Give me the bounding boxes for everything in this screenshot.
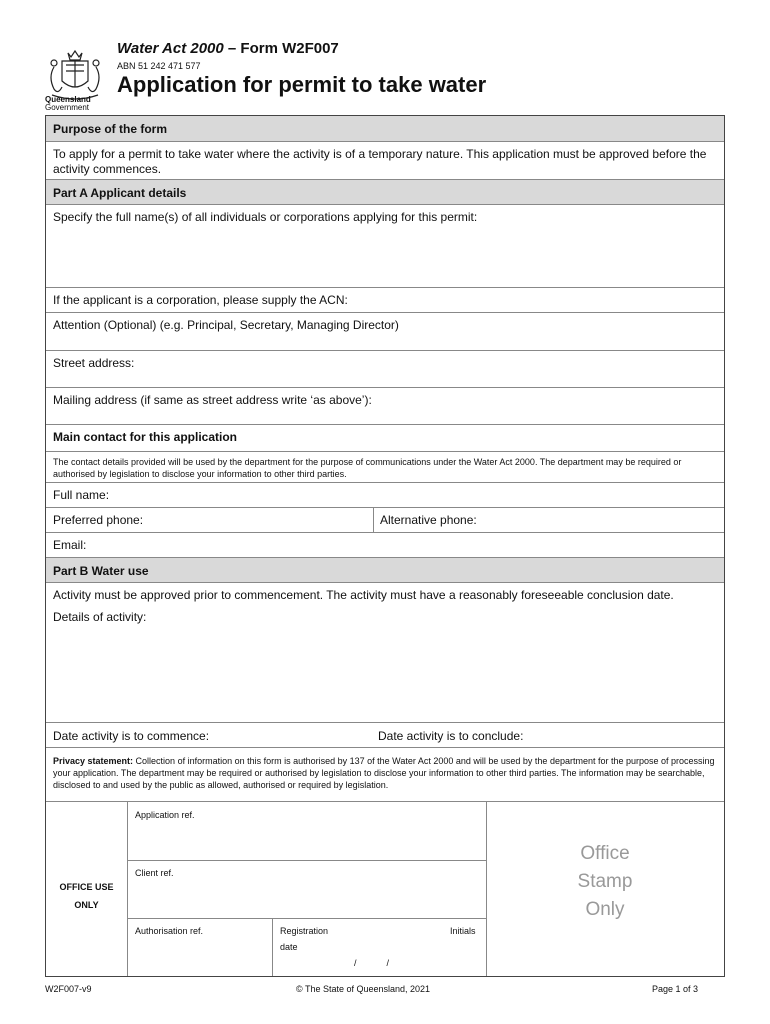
- full-name-label: Full name:: [53, 488, 110, 502]
- registration-label: Registration: [280, 926, 329, 936]
- contact-notice: The contact details provided will be used by the department for the purpose of communications under the Water Act 2000. The department may be required or authorised by legislation to disclose your information to other third parties.: [46, 452, 724, 483]
- crest-label-government: Government: [45, 103, 90, 112]
- purpose-heading: Purpose of the form: [46, 116, 724, 142]
- office-use-label: [46, 874, 127, 918]
- activity-dates-row[interactable]: [46, 723, 724, 748]
- email-label: Email:: [53, 538, 87, 552]
- footer-version: W2F007-v9: [45, 984, 92, 994]
- phone-row: [46, 508, 724, 533]
- act-name: Water Act 2000: [117, 40, 224, 57]
- office-stamp-placeholder: [486, 840, 724, 924]
- alternative-phone-label: Alternative phone:: [380, 513, 477, 527]
- street-address-label: Street address:: [53, 356, 135, 370]
- registration-date-slashes: / /: [354, 958, 390, 968]
- acn-field[interactable]: [46, 288, 724, 313]
- attention-field[interactable]: [46, 313, 724, 351]
- application-ref-label: Application ref.: [135, 810, 195, 820]
- acn-label: If the applicant is a corporation, please supply the ACN:: [53, 293, 348, 307]
- phone-divider: [373, 508, 374, 532]
- privacy-text: Collection of information on this form is authorised by 137 of the Water Act 2000 and will be used by the department for the purpose of processing your application. The department may be required or authorised by legislation to disclose your information to other third parties. The information may be searchable, disclosed to and used by the public as allowed, authorised or required by legislation.: [53, 756, 715, 790]
- activity-details-label: Details of activity:: [53, 610, 147, 624]
- application-form: [45, 115, 725, 977]
- privacy-label: Privacy statement:: [53, 756, 134, 766]
- stamp-line3: Only: [585, 899, 625, 920]
- crest-label-queensland: Queensland: [45, 95, 91, 104]
- registration-date-label: date: [280, 942, 298, 952]
- activity-details-field[interactable]: [46, 583, 724, 723]
- commence-date-label: Date activity is to commence:: [53, 729, 210, 743]
- initials-label: Initials: [450, 926, 476, 936]
- page-header: [0, 0, 770, 115]
- office-use-line2: ONLY: [74, 900, 99, 910]
- office-divider-1: [127, 802, 128, 976]
- email-field[interactable]: [46, 533, 724, 558]
- activity-notice: Activity must be approved prior to commencement. The activity must have a reasonably foreseeable conclusion date.: [53, 588, 674, 602]
- stamp-line2: Stamp: [577, 871, 633, 892]
- office-use-line1: OFFICE USE: [59, 882, 114, 892]
- office-hline-2: [127, 918, 486, 919]
- part-a-heading: Part A Applicant details: [46, 180, 724, 205]
- authorisation-ref-label: Authorisation ref.: [135, 926, 204, 936]
- street-address-field[interactable]: [46, 351, 724, 388]
- purpose-text: To apply for a permit to take water where the activity is of a temporary nature. This application must be approved before the activity commences.: [46, 142, 724, 180]
- part-b-heading: Part B Water use: [46, 558, 724, 583]
- office-hline-1: [127, 860, 486, 861]
- office-use-section: [46, 802, 724, 976]
- attention-label: Attention (Optional) (e.g. Principal, Secretary, Managing Director): [53, 318, 399, 332]
- privacy-statement: [46, 748, 724, 802]
- applicant-names-label: Specify the full name(s) of all individuals or corporations applying for this permit:: [53, 210, 478, 224]
- conclude-date-label: Date activity is to conclude:: [378, 729, 524, 743]
- main-contact-heading: Main contact for this application: [46, 425, 724, 452]
- form-code: – Form W2F007: [223, 40, 339, 57]
- act-title: [117, 40, 339, 57]
- mailing-address-label: Mailing address (if same as street address write ‘as above’):: [53, 393, 372, 407]
- footer-copyright: © The State of Queensland, 2021: [296, 984, 431, 994]
- mailing-address-field[interactable]: [46, 388, 724, 425]
- client-ref-label: Client ref.: [135, 868, 174, 878]
- full-name-field[interactable]: [46, 483, 724, 508]
- abn: ABN 51 242 471 577: [117, 61, 201, 71]
- footer-page: Page 1 of 3: [652, 984, 699, 994]
- page-title: Application for permit to take water: [117, 72, 487, 97]
- preferred-phone-label: Preferred phone:: [53, 513, 144, 527]
- applicant-names-field[interactable]: [46, 205, 724, 288]
- stamp-line1: Office: [580, 843, 630, 864]
